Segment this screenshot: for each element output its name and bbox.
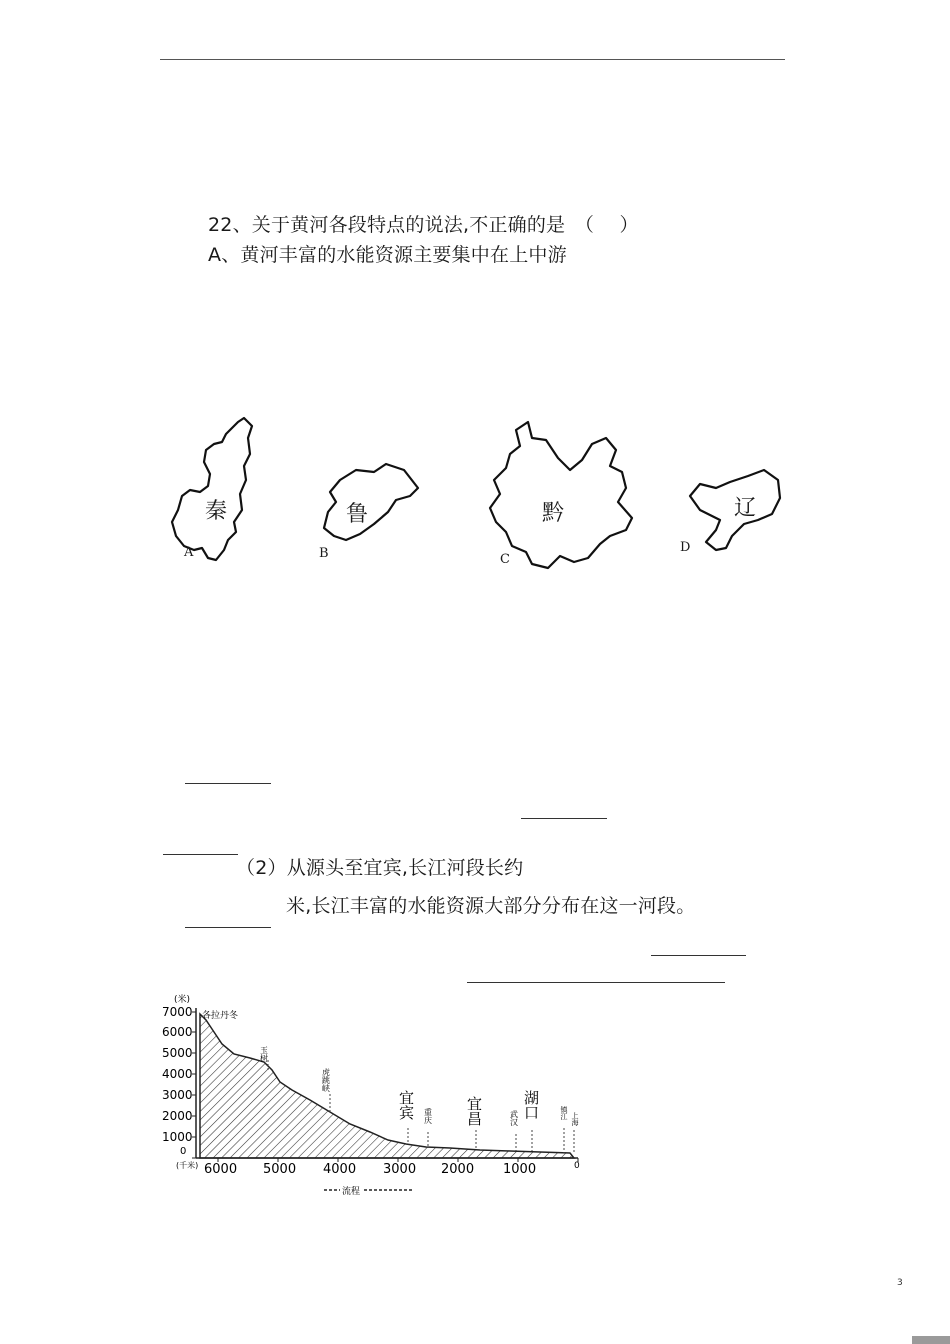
province-outline-c — [490, 422, 632, 568]
answer-blank[interactable] — [185, 783, 271, 784]
place-label-zhenjiang: 镇江 — [560, 1106, 568, 1120]
place-label-shanghai: 上海 — [571, 1112, 579, 1126]
place-label-chongqing: 重庆 — [423, 1108, 433, 1124]
profile-chart-svg — [160, 990, 590, 1200]
place-label-yichang: 宜昌 — [465, 1096, 483, 1126]
y-tick-label: 5000 — [162, 1046, 193, 1060]
answer-blank[interactable] — [163, 854, 238, 855]
province-label-b: 鲁 — [346, 502, 369, 527]
place-label-yibin: 宜宾 — [397, 1090, 415, 1120]
page-corner-mark — [912, 1336, 950, 1344]
answer-blank[interactable] — [185, 927, 271, 928]
x-tick-label: 4000 — [323, 1162, 357, 1177]
y-axis-unit: (米) — [174, 995, 191, 1005]
question-22-stem: 22、关于黄河各段特点的说法,不正确的是 （ ） — [208, 214, 639, 236]
x-tick-label: 2000 — [441, 1162, 475, 1177]
y-tick-label: 7000 — [162, 1005, 193, 1019]
answer-blank[interactable] — [467, 982, 725, 983]
yangtze-profile-chart — [160, 990, 590, 1200]
province-label-c: 黔 — [542, 501, 565, 526]
y-tick-label: 6000 — [162, 1025, 193, 1039]
province-letter-d: D — [680, 540, 691, 555]
y-tick-label: 4000 — [162, 1067, 193, 1081]
part-2-line-2: 米,长江丰富的水能资源大部分分布在这一河段。 — [286, 895, 696, 917]
province-letter-c: C — [500, 552, 510, 567]
question-22-option-a: A、黄河丰富的水能资源主要集中在上中游 — [208, 244, 567, 266]
x-tick-label: 5000 — [263, 1162, 297, 1177]
page-number: 3 — [897, 1278, 903, 1288]
y-tick-label: 2000 — [162, 1109, 193, 1123]
x-tick-label: 0 — [574, 1161, 580, 1171]
province-maps-svg — [160, 410, 800, 590]
header-rule — [160, 59, 785, 60]
province-outline-b — [324, 464, 418, 540]
place-label-hutiaoxia: 虎跳峡 — [321, 1068, 331, 1092]
x-tick-label: 3000 — [383, 1162, 417, 1177]
x-axis-unit: (千米) — [176, 1161, 199, 1170]
place-label-wuhan: 武汉 — [509, 1110, 519, 1126]
place-label-source: 各拉丹冬 — [202, 1011, 239, 1021]
province-letter-a: A — [184, 545, 194, 560]
province-maps — [160, 410, 800, 590]
province-outline-a — [172, 418, 252, 560]
y-tick-label: 0 — [180, 1146, 187, 1157]
part-2-line-1: （2）从源头至宜宾,长江河段长约 — [236, 857, 524, 879]
x-tick-label: 6000 — [204, 1162, 238, 1177]
province-label-d: 辽 — [734, 496, 757, 521]
place-label-yushu: 玉树 — [259, 1046, 269, 1062]
x-tick-label: 1000 — [503, 1162, 537, 1177]
answer-blank[interactable] — [521, 818, 607, 819]
y-tick-label: 1000 — [162, 1130, 193, 1144]
province-label-a: 秦 — [205, 499, 228, 524]
answer-blank[interactable] — [651, 955, 746, 956]
x-axis-title: 流程 — [342, 1187, 361, 1197]
place-label-hukou: 湖口 — [522, 1090, 540, 1120]
province-letter-b: B — [319, 546, 329, 561]
y-tick-label: 3000 — [162, 1088, 193, 1102]
elevation-profile — [200, 1014, 574, 1158]
